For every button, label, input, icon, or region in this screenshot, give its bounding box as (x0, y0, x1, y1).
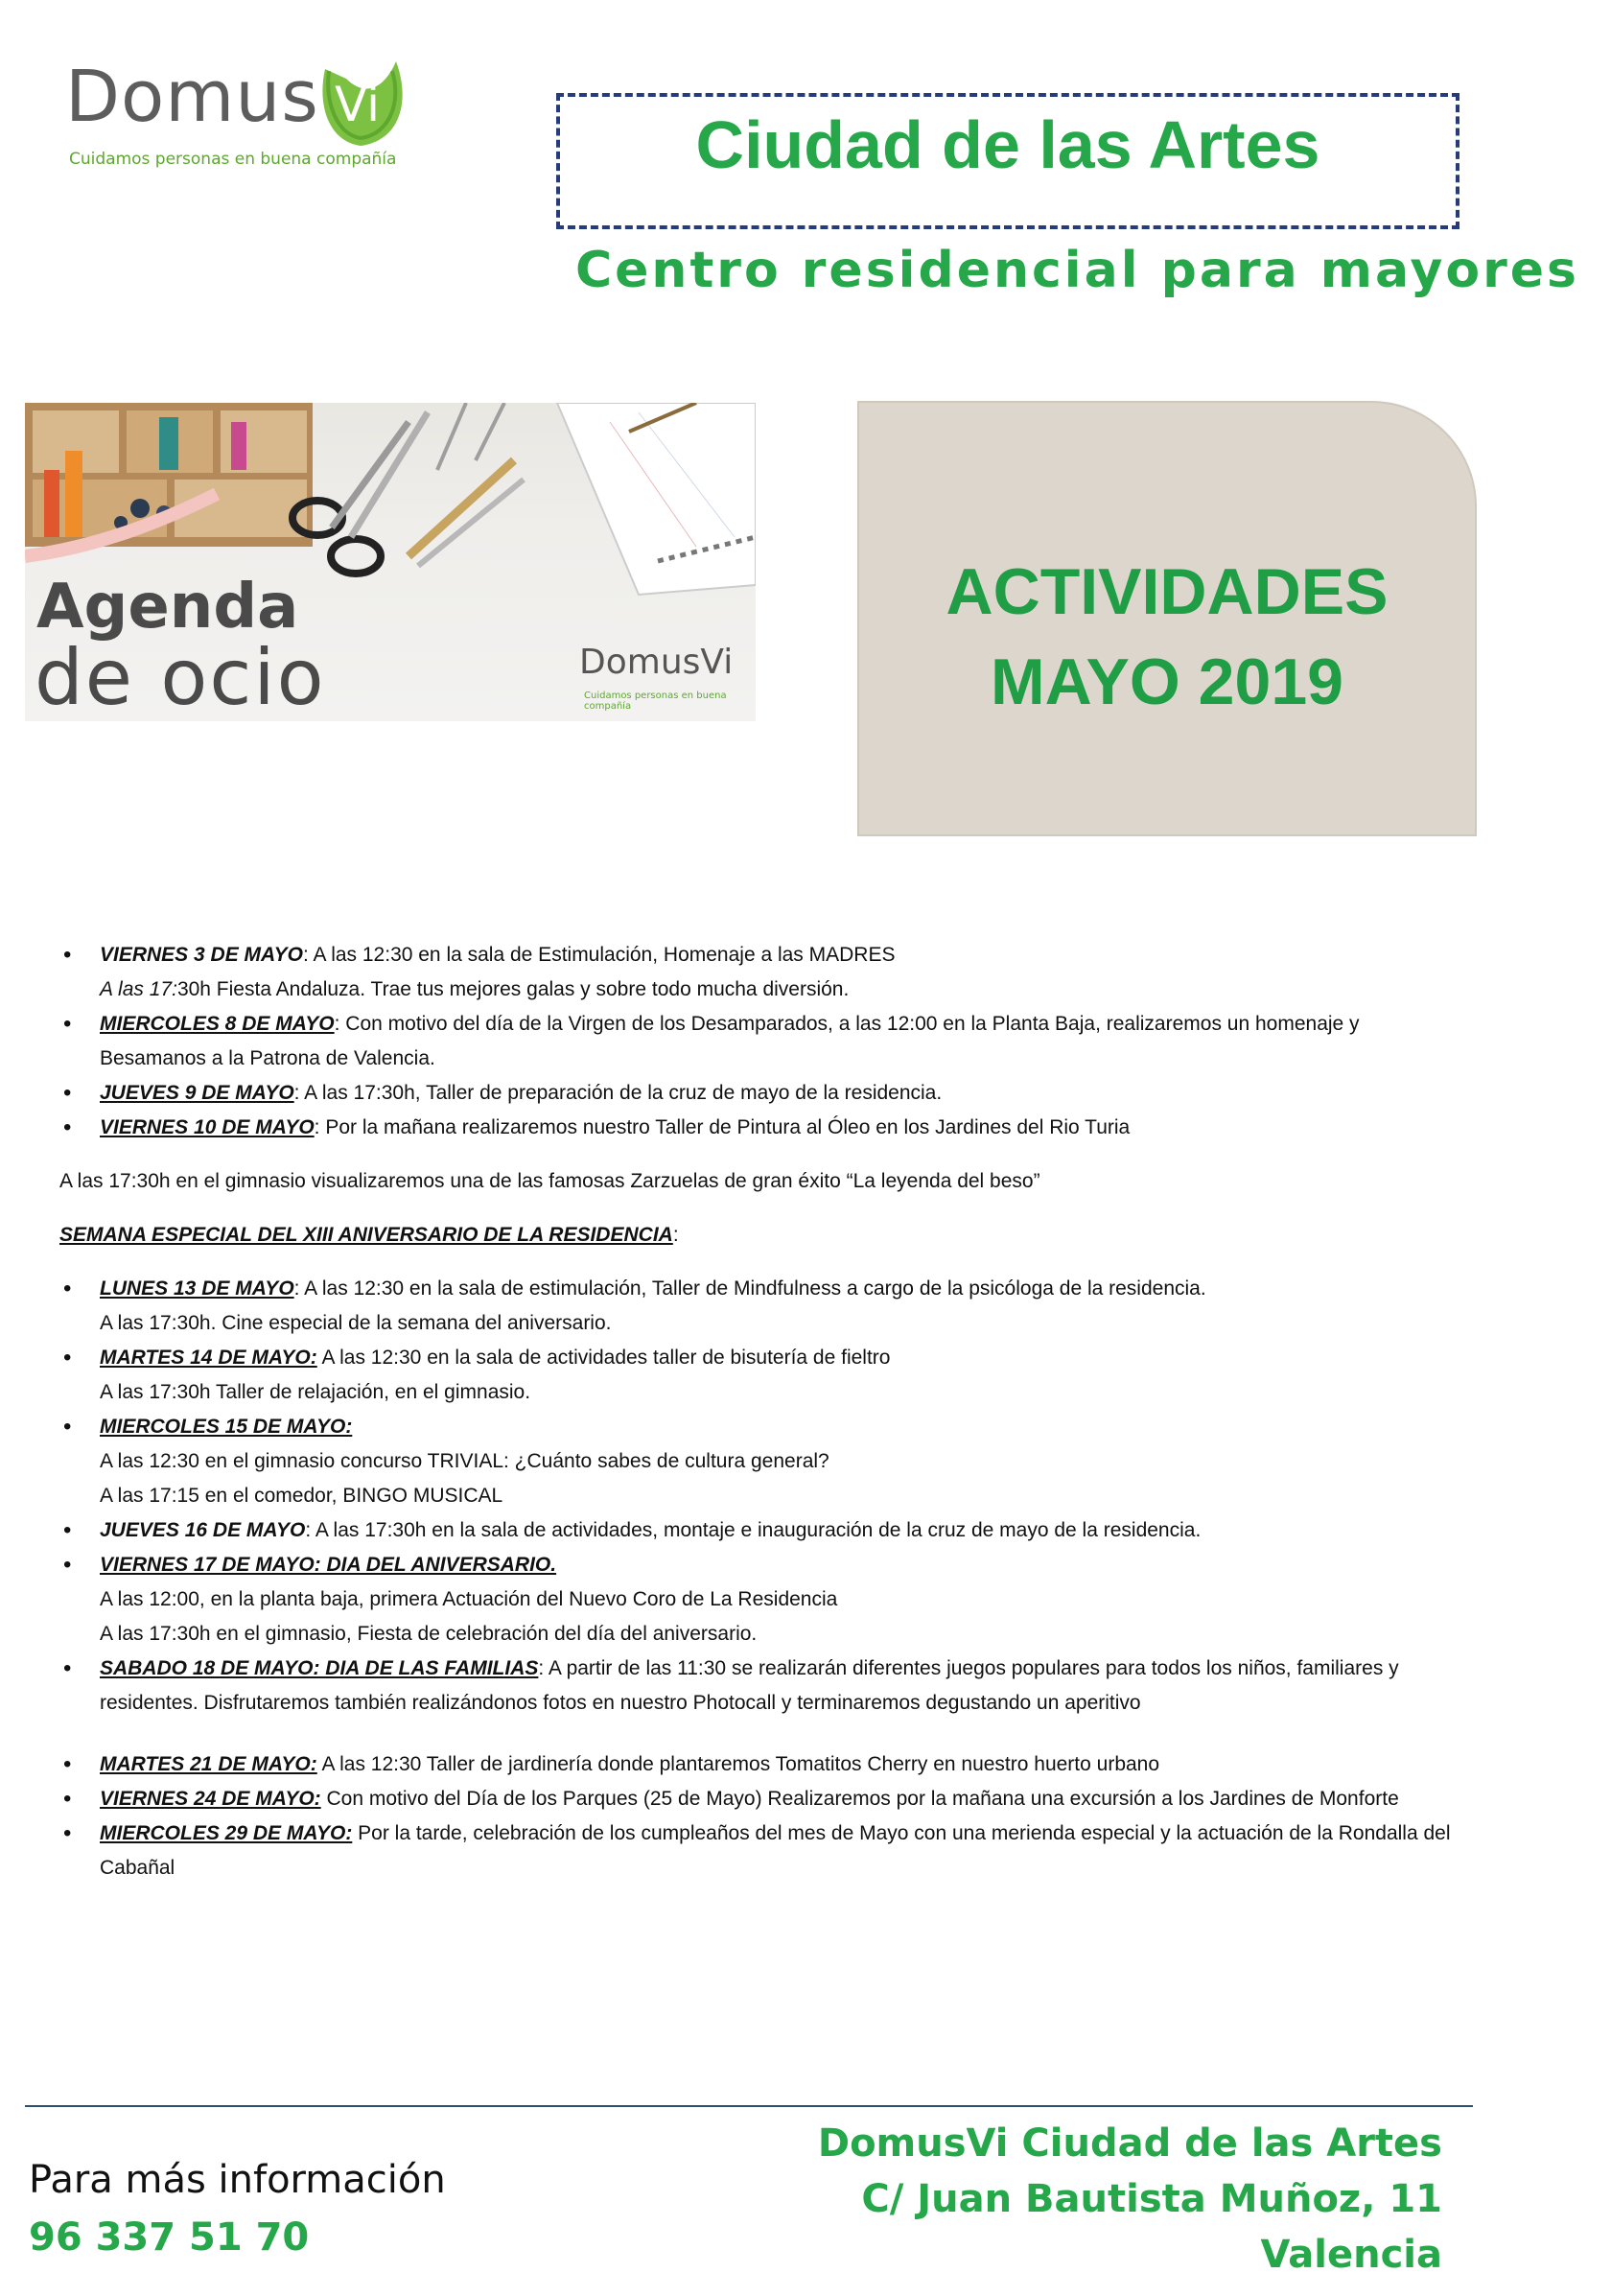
list-item (59, 1410, 1469, 1513)
logo-tagline: Cuidamos personas en buena compañía (69, 150, 397, 169)
list-item (59, 1111, 1469, 1145)
activity-line: A las 17:15 en el comedor, BINGO MUSICAL (100, 1485, 503, 1507)
activity-date: MIERCOLES 8 DE MAYO (100, 1013, 335, 1035)
list-item (59, 1007, 1469, 1076)
page-subtitle: Centro residencial para mayores (575, 242, 1579, 299)
activity-extra: 30h Fiesta Andaluza. Trae tus mejores galas y sobre todo mucha diversión. (176, 978, 850, 1000)
activities-content (59, 938, 1469, 1886)
list-item (59, 938, 1469, 1007)
activity-text: : A las 17:30h en la sala de actividades, montaje e inauguración de la cruz de mayo de la residencia. (305, 1519, 1202, 1541)
title-box (556, 93, 1459, 229)
activity-list-2 (59, 1272, 1469, 1721)
activity-extra-italic: A las 17: (100, 978, 177, 1000)
list-item (59, 1782, 1469, 1816)
activity-text: Con motivo del Día de los Parques (25 de Mayo) Realizaremos por la mañana una excursión a los Jardines de Monforte (320, 1788, 1399, 1810)
zarzuela-note: A las 17:30h en el gimnasio visualizaremos una de las famosas Zarzuelas de gran éxito “La leyenda del beso” (59, 1170, 1040, 1192)
list-item (59, 1548, 1469, 1652)
list-item (59, 1652, 1469, 1721)
list-item (59, 1513, 1469, 1548)
activity-text: : Por la mañana realizaremos nuestro Taller de Pintura al Óleo en los Jardines del Rio Turia (314, 1116, 1131, 1138)
list-item (59, 1272, 1469, 1341)
card-heading-line1: ACTIVIDADES (946, 555, 1389, 628)
agenda-banner-image (25, 403, 756, 721)
address-line-1: DomusVi Ciudad de las Artes (817, 2121, 1442, 2166)
activity-line: A las 12:30 en el gimnasio concurso TRIVIAL: ¿Cuánto sabes de cultura general? (100, 1450, 829, 1472)
activity-date: VIERNES 17 DE MAYO: DIA DEL ANIVERSARIO. (100, 1554, 557, 1576)
activity-date: MARTES 21 DE MAYO: (100, 1753, 317, 1775)
list-item (59, 1747, 1469, 1782)
activity-date: MIERCOLES 15 DE MAYO: (100, 1416, 353, 1438)
activity-line: A las 17:30h en el gimnasio, Fiesta de celebración del día del aniversario. (100, 1623, 758, 1645)
activities-card (857, 401, 1477, 836)
activity-date: VIERNES 3 DE MAYO (100, 944, 303, 966)
activity-text: Por la tarde, celebración de los cumpleaños del mes de Mayo con una merienda especial y la actuación de la Rondalla del Cabañal (100, 1822, 1451, 1879)
activity-date: SABADO 18 DE MAYO: DIA DE LAS FAMILIAS (100, 1657, 539, 1679)
svg-text:Vi: Vi (335, 77, 380, 132)
page-title: Ciudad de las Artes (695, 107, 1320, 182)
special-week-heading-text: SEMANA ESPECIAL DEL XIII ANIVERSARIO DE LA RESIDENCIA (59, 1224, 673, 1246)
list-item (59, 1341, 1469, 1410)
activity-text: : A partir de las 11:30 se realizarán diferentes juegos populares para todos los niños, familiares y residentes. Disfrutaremos también realizándonos fotos en nuestro Photocall y terminaremos degustando un aperitivo (100, 1657, 1399, 1714)
activity-text: : A las 12:30 en la sala de estimulación, Taller de Mindfulness a cargo de la psicóloga de la residencia. (293, 1277, 1206, 1300)
banner-logo-tagline: Cuidamos personas en buena compañía (584, 691, 727, 712)
special-week-heading-suffix: : (672, 1224, 679, 1246)
banner-title-line2: de ocio (35, 633, 326, 721)
activity-list-3 (59, 1747, 1469, 1886)
logo-vi-mark-icon (308, 50, 413, 155)
activity-text: : Con motivo del día de la Virgen de los Desamparados, a las 12:00 en la Planta Baja, realizaremos un homenaje y Besamanos a la Patrona de Valencia. (100, 1013, 1360, 1069)
activity-date: VIERNES 24 DE MAYO: (100, 1788, 321, 1810)
activity-date: MIERCOLES 29 DE MAYO: (100, 1822, 353, 1844)
list-item (59, 1076, 1469, 1111)
activity-line: A las 17:30h. Cine especial de la semana del aniversario. (100, 1312, 612, 1334)
activity-line: A las 12:00, en la planta baja, primera Actuación del Nuevo Coro de La Residencia (100, 1588, 838, 1610)
activity-text: A las 12:30 Taller de jardinería donde plantaremos Tomatitos Cherry en nuestro huerto urbano (316, 1753, 1160, 1775)
activity-list-1 (59, 938, 1469, 1145)
activity-text: : A las 17:30h, Taller de preparación de la cruz de mayo de la residencia. (293, 1082, 943, 1104)
info-label: Para más información (29, 2158, 446, 2202)
activity-date: JUEVES 16 DE MAYO (100, 1519, 306, 1541)
banner-logo: DomusVi (579, 643, 734, 682)
address-line-2: C/ Juan Bautista Muñoz, 11 (861, 2177, 1442, 2221)
activity-line: A las 17:30h Taller de relajación, en el gimnasio. (100, 1381, 531, 1403)
activity-text: A las 12:30 en la sala de actividades taller de bisutería de fieltro (316, 1347, 891, 1369)
activity-date: JUEVES 9 DE MAYO (100, 1082, 294, 1104)
banner-title-line1: Agenda (36, 572, 299, 643)
activity-date: LUNES 13 DE MAYO (100, 1277, 294, 1300)
logo-wordmark: Domus (65, 56, 319, 138)
card-heading-line2: MAYO 2019 (991, 645, 1343, 718)
activity-date: VIERNES 10 DE MAYO (100, 1116, 315, 1138)
activity-date: MARTES 14 DE MAYO: (100, 1347, 317, 1369)
footer-divider (25, 2105, 1473, 2107)
activity-text: : A las 12:30 en la sala de Estimulación, Homenaje a las MADRES (303, 944, 896, 966)
list-item (59, 1816, 1469, 1886)
special-week-heading (59, 1218, 1469, 1253)
domusvi-logo (65, 46, 420, 180)
address-line-3: Valencia (1260, 2233, 1442, 2277)
phone-number[interactable]: 96 337 51 70 (29, 2215, 310, 2260)
